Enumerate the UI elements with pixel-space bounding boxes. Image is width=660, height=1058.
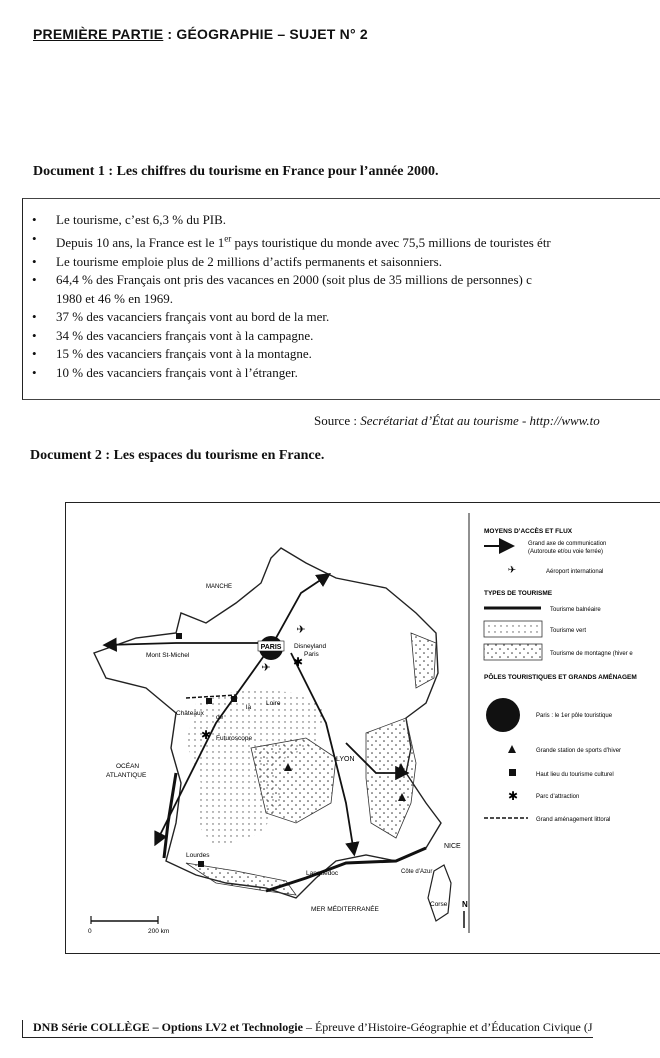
doc2-heading: Document 2 : Les espaces du tourisme en France. (30, 448, 325, 463)
fact-item: • Le tourisme emploie plus de 2 millions d’actifs permanents et saisonniers. (31, 253, 551, 272)
legend-beach: Tourisme balnéaire (550, 607, 601, 613)
fact-item: • 64,4 % des Français ont pris des vacances en 2000 (soit plus de 35 millions de personnes) c 1980 et 46 % en 1969. (31, 271, 551, 308)
fact-item (31, 230, 551, 253)
footer-exam: – Épreuve d’Histoire-Géographie et d’Éducation Civique (J (302, 1020, 593, 1034)
map-legend (469, 513, 637, 933)
legend-green: Tourisme vert (550, 628, 587, 634)
mountain-area-pyrenees (186, 863, 296, 895)
mountain-area-alps (366, 718, 416, 838)
fact-continuation: 1980 et 46 % en 1969. (56, 290, 173, 306)
source-text: Secrétariat d’État au tourisme - http://www.to (360, 413, 600, 428)
legend-section-poles: PÔLES TOURISTIQUES ET GRANDS AMÉNAGEM (484, 674, 637, 681)
page-footer (22, 1020, 593, 1038)
doc1-heading: Document 1 : Les chiffres du tourisme en France pour l’année 2000. (33, 164, 439, 179)
legend-cultural: Haut lieu du tourisme culturel (536, 772, 614, 778)
park-icon: ✱ (200, 728, 212, 742)
cultural-site-icon (231, 696, 237, 702)
scale-label-200: 200 km (148, 928, 170, 935)
legend-section-access: MOYENS D’ACCÈS ET FLUX (484, 528, 573, 535)
legend-coastal: Grand aménagement littoral (536, 817, 611, 823)
map-label-atlantique: ATLANTIQUE (106, 772, 147, 779)
facts-list (31, 211, 551, 383)
part-header (33, 26, 368, 42)
map-label-lourdes: Lourdes (186, 852, 210, 859)
legend-mountain: Tourisme de montagne (hiver e (550, 651, 633, 657)
airport-icon: ✈ (261, 662, 271, 674)
map-label-nice: NICE (444, 843, 461, 850)
legend-axis: Grand axe de communication (528, 541, 607, 547)
map-label-mer-med: MER MÉDITERRANÉE (311, 906, 379, 913)
doc1-source (314, 413, 600, 429)
cultural-site-icon (198, 861, 204, 867)
map-label-loire: Loire (266, 700, 281, 707)
scale-label-0: 0 (88, 928, 92, 935)
fact-item: • 15 % des vacanciers français vont à la montagne. (31, 345, 551, 364)
legend-airport: Aéroport international (546, 569, 604, 575)
map-label-ocean: OCÉAN (116, 763, 140, 770)
tourism-map (66, 503, 660, 953)
map-label-chateaux: Châteaux (176, 710, 204, 717)
fact-item: • 10 % des vacanciers français vont à l’étranger. (31, 364, 551, 383)
mountain-area-vosges (411, 633, 436, 688)
map-label-cote-azur: Côte d’Azur (401, 869, 433, 875)
legend-airport-icon: ✈ (507, 565, 517, 576)
doc1-facts-box (22, 198, 660, 400)
fact-item: • 34 % des vacanciers français vont à la campagne. (31, 327, 551, 346)
north-label: N (462, 900, 468, 909)
subject-label: : GÉOGRAPHIE – SUJET N° 2 (163, 26, 368, 42)
cultural-site-icon (176, 633, 182, 639)
part-label: PREMIÈRE PARTIE (33, 26, 164, 42)
map-label-disneyland-paris: Paris (304, 651, 319, 658)
map-label-de: de (216, 714, 224, 721)
fact-item: • Le tourisme, c’est 6,3 % du PIB. (31, 211, 551, 230)
park-icon: ✱ (292, 655, 304, 669)
map-label-corse: Corse (430, 901, 448, 908)
map-label-manche: MANCHE (206, 584, 233, 590)
map-label-disneyland: Disneyland (294, 643, 327, 650)
footer-series: DNB Série COLLÈGE – Options LV2 et Technologie (33, 1020, 303, 1034)
tourism-map-frame (65, 502, 660, 954)
legend-park: Parc d’attraction (536, 794, 580, 800)
cultural-site-icon (206, 698, 212, 704)
airport-icon: ✈ (296, 624, 306, 636)
flow-arrow-west (106, 643, 271, 645)
source-label: Source : (314, 413, 361, 428)
map-label-languedoc: Languedoc (306, 870, 339, 877)
fact-text-1: Depuis 10 ans, la France est le 1er pays touristique du monde avec 75,5 millions de touristes étr (56, 233, 551, 250)
legend-ski: Grande station de sports d’hiver (536, 748, 622, 754)
legend-axis-2: (Autoroute et/ou voie ferrée) (528, 549, 604, 555)
map-label-lyon: LYON (336, 756, 355, 763)
legend-park-icon: ✱ (507, 789, 519, 803)
map-label-mont-st-michel: Mont St-Michel (146, 652, 190, 659)
map-label-paris: PARIS (260, 644, 282, 651)
map-label-futuroscope: Futuroscope (216, 735, 253, 742)
legend-paris-pole: Paris : le 1er pôle touristique (536, 713, 613, 719)
fact-item: • 37 % des vacanciers français vont au bord de la mer. (31, 308, 551, 327)
map-label-la: la (246, 704, 252, 711)
legend-section-types: TYPES DE TOURISME (484, 590, 553, 597)
